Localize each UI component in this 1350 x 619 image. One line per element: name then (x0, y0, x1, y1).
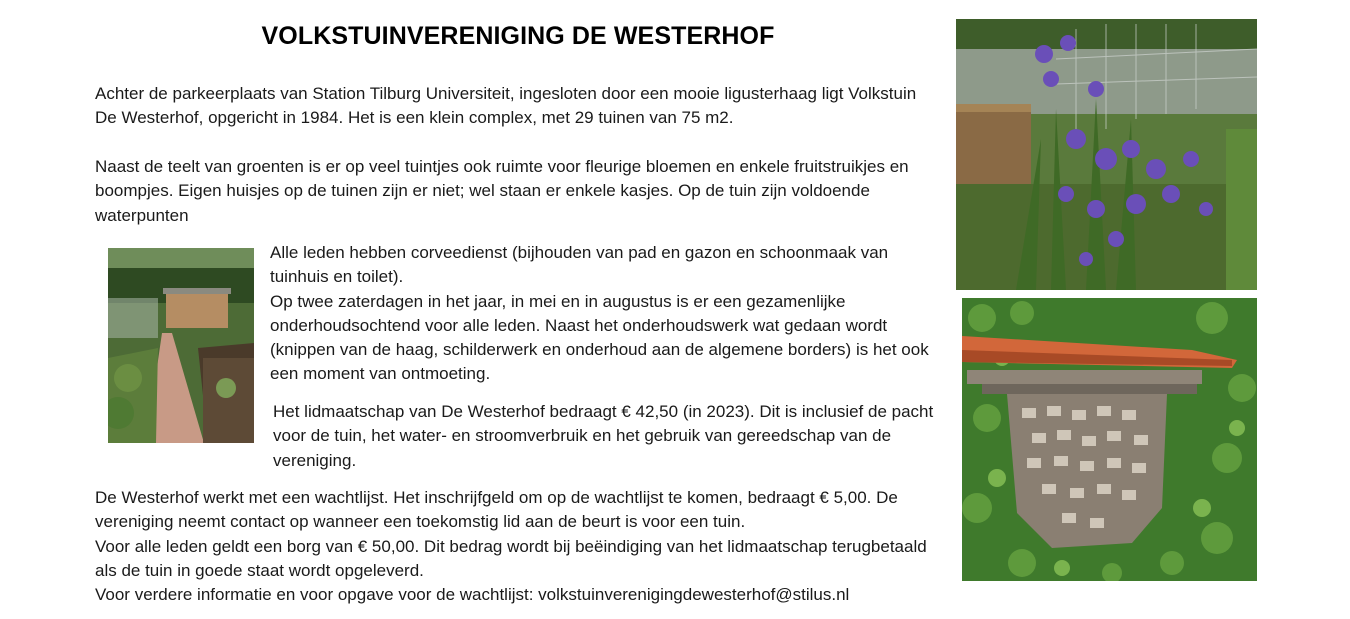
cultivation-paragraph: Naast de teelt van groenten is er op veel tuintjes ook ruimte voor fleurige bloemen en enkele fruitstruikjes en boompjes. Eigen huisjes op de tuinen zijn er niet; wel staan er enkele kasjes. Op de tuin zijn voldoende waterpunten (95, 157, 909, 225)
duties-line-1: Alle leden hebben corveedienst (bijhouden van pad en gazon en schoonmaak van tuinhuis en toilet). (270, 243, 889, 287)
membership-paragraph: Het lidmaatschap van De Westerhof bedraagt € 42,50 (in 2023). Dit is inclusief de pacht voor de tuin, het water- en stroomverbruik en het gebruik van gereedschap van de vereniging. (273, 402, 934, 470)
iris-flowers-photo (956, 19, 1257, 290)
waitlist-paragraph (95, 486, 935, 607)
duties-line-2: Op twee zaterdagen in het jaar, in mei en in augustus is er een gezamenlijke onderhoudsochtend voor alle leden. Naast het onderhoudswerk wat gedaan wordt (knippen van de haag, schilderwerk en onderhoud aan de algemene borders) is het ook een moment van ontmoeting. (270, 291, 929, 384)
insect-hotel-photo (962, 298, 1257, 581)
waitlist-line-2: Voor alle leden geldt een borg van € 50,00. Dit bedrag wordt bij beëindiging van het lidmaatschap terugbetaald als de tuin in goede staat wordt opgeleverd. (95, 536, 927, 580)
waitlist-line-1: De Westerhof werkt met een wachtlijst. Het inschrijfgeld om op de wachtlijst te komen, bedraagt € 5,00. De vereniging neemt contact op wanneer een toekomstig lid aan de beurt is voor een tuin. (95, 488, 898, 532)
page-title: VOLKSTUINVERENIGING DE WESTERHOF (261, 22, 775, 50)
duties-paragraph (270, 241, 938, 387)
garden-path-photo (108, 248, 254, 443)
intro-paragraph: Achter de parkeerplaats van Station Tilburg Universiteit, ingesloten door een mooie ligusterhaag ligt Volkstuin De Westerhof, opgericht in 1984. Het is een klein complex, met 29 tuinen van 75 m2. (95, 84, 917, 128)
waitlist-line-3: Voor verdere informatie en voor opgave voor de wachtlijst: volkstuinverenigingdewesterhof@stilus.nl (95, 585, 850, 605)
